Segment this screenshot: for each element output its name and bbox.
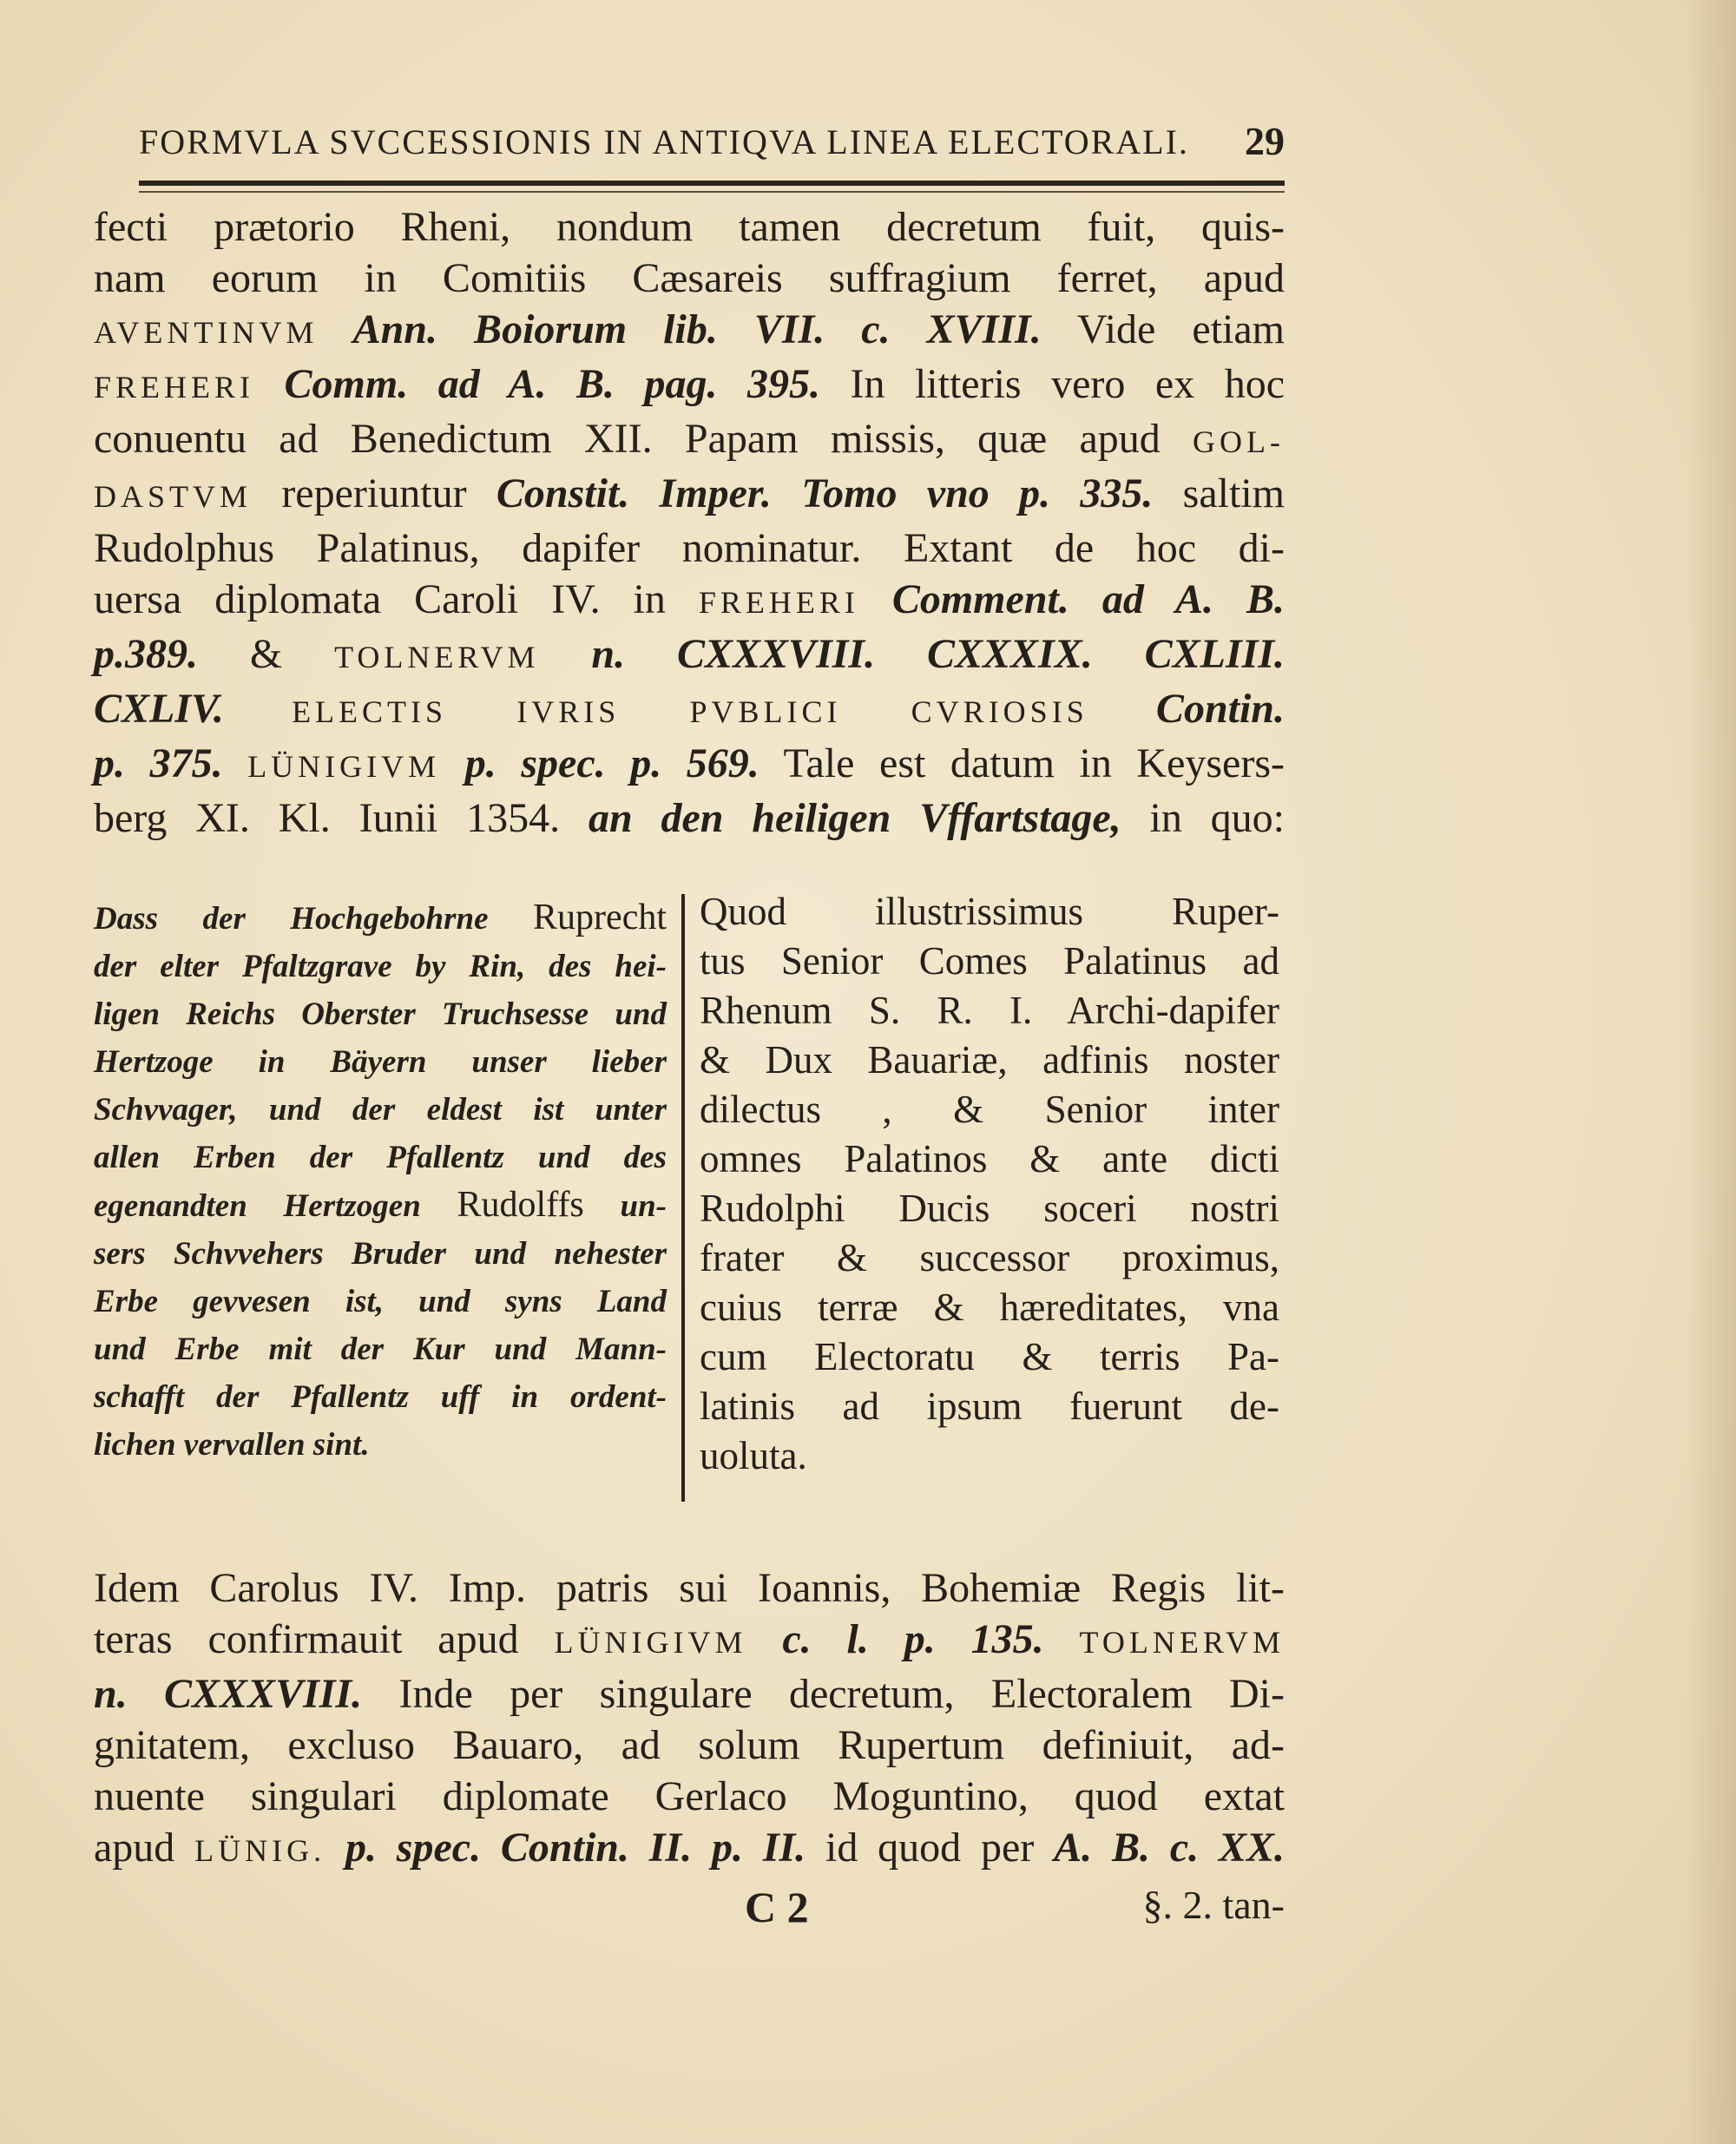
text-line: nuente singulari diplomate Gerlaco Moguntino, quod extat	[94, 1773, 1285, 1819]
text-line: Quod illustrissimus Ruper-	[700, 890, 1279, 933]
paragraph-1	[94, 201, 1285, 844]
text-line: tus Senior Comes Palatinus ad	[700, 939, 1279, 983]
text-line: berg XI. Kl. Iunii 1354. an den heiligen Vffartstage, in quo:	[94, 795, 1285, 841]
text-line: AVENTINVM Ann. Boiorum lib. VII. c. XVIII. Vide etiam	[94, 306, 1286, 352]
text-line: omnes Palatinos & ante dicti	[700, 1137, 1279, 1181]
german-quotation-column	[94, 894, 667, 1469]
text-line: conuentu ad Benedictum XII. Papam missis, quæ apud GOL-	[94, 416, 1285, 462]
text-line: Rudolphus Palatinus, dapifer nominatur. Extant de hoc di-	[94, 525, 1285, 571]
page-number: 29	[1245, 119, 1285, 163]
text-line: apud LÜNIG. p. spec. Contin. II. p. II. id quod per A. B. c. XX.	[94, 1825, 1285, 1871]
text-line: p. 375. LÜNIGIVM p. spec. p. 569. Tale est datum in Keysers-	[94, 740, 1286, 786]
text-line: der elter Pfaltzgrave by Rin, des hei-	[94, 949, 667, 984]
running-head: FORMVLA SVCCESSIONIS IN ANTIQVA LINEA ELECTORALI.	[139, 122, 1189, 161]
text-line: Hertzoge in Bäyern unser lieber	[94, 1044, 667, 1080]
text-line: gnitatem, excluso Bauaro, ad solum Rupertum definiuit, ad-	[94, 1722, 1285, 1768]
page-header	[139, 119, 1285, 174]
text-line: & Dux Bauariæ, adfinis noster	[700, 1038, 1279, 1082]
text-line: Dass der Hochgebohrne Ruprecht	[94, 898, 667, 937]
text-line: Schvvager, und der eldest ist unter	[94, 1092, 667, 1128]
text-line: Idem Carolus IV. Imp. patris sui Ioannis, Bohemiæ Regis lit-	[94, 1565, 1285, 1611]
text-line: und Erbe mit der Kur und Mann-	[94, 1332, 667, 1367]
paragraph-2	[94, 1562, 1285, 1877]
text-line: FREHERI Comm. ad A. B. pag. 395. In litteris vero ex hoc	[94, 361, 1286, 407]
text-line: cuius terræ & hæreditates, vna	[700, 1286, 1279, 1329]
text-line: fecti prætorio Rheni, nondum tamen decretum fuit, quis-	[94, 204, 1285, 250]
header-rule-thin	[139, 191, 1285, 193]
text-line: dilectus , & Senior inter	[700, 1088, 1279, 1131]
page-edge-shadow	[1684, 0, 1736, 2144]
text-line: uoluta.	[700, 1434, 807, 1477]
text-line: lichen vervallen sint.	[94, 1427, 370, 1463]
text-line: sers Schvvehers Bruder und nehester	[94, 1236, 667, 1272]
page-footer	[94, 1882, 1285, 1943]
text-line: cum Electoratu & terris Pa-	[700, 1335, 1279, 1378]
text-line: egenandten Hertzogen Rudolffs un-	[94, 1185, 667, 1225]
column-divider	[681, 894, 685, 1502]
text-line: Rhenum S. R. I. Archi-dapifer	[700, 989, 1279, 1032]
text-line: n. CXXXVIII. Inde per singulare decretum, Electoralem Di-	[94, 1671, 1286, 1717]
text-line: nam eorum in Comitiis Cæsareis suffragium ferret, apud	[94, 255, 1285, 301]
text-line: CXLIV. ELECTIS IVRIS PVBLICI CVRIOSIS Contin.	[94, 686, 1285, 732]
text-line: DASTVM reperiuntur Constit. Imper. Tomo vno p. 335. saltim	[94, 470, 1286, 516]
signature-mark: C 2	[745, 1883, 809, 1931]
text-line: latinis ad ipsum fuerunt de-	[700, 1384, 1279, 1428]
text-line: allen Erben der Pfallentz und des	[94, 1140, 667, 1175]
text-line: teras confirmauit apud LÜNIGIVM c. l. p. 135. TOLNERVM	[94, 1616, 1285, 1662]
text-line: uersa diplomata Caroli IV. in FREHERI Comment. ad A. B.	[94, 576, 1286, 622]
text-line: p.389. & TOLNERVM n. CXXXVIII. CXXXIX. CXLIII.	[94, 631, 1285, 677]
text-line: frater & successor proximus,	[700, 1236, 1279, 1279]
header-rule	[139, 181, 1285, 186]
text-line: Erbe gevvesen ist, und syns Land	[94, 1284, 667, 1319]
text-line: schafft der Pfallentz uff in ordent-	[94, 1379, 667, 1415]
text-line: ligen Reichs Oberster Truchsesse und	[94, 996, 667, 1032]
catchword: §. 2. tan-	[1142, 1883, 1285, 1927]
text-line: Rudolphi Ducis soceri nostri	[700, 1187, 1279, 1230]
latin-translation-column	[700, 887, 1279, 1481]
